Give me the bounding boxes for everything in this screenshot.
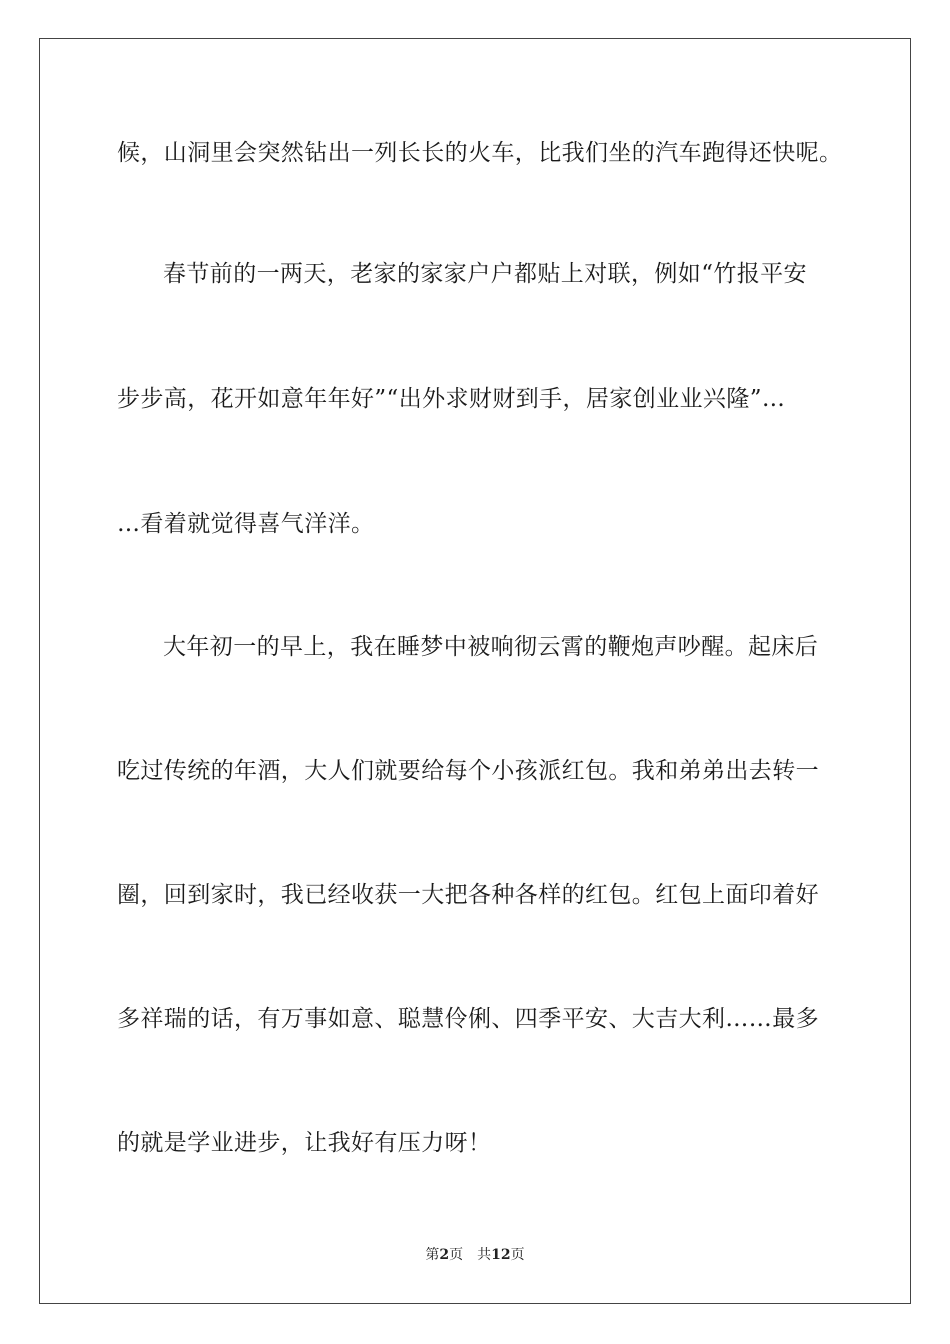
page-suffix: 页 bbox=[449, 1247, 464, 1263]
text-line: 多祥瑞的话，有万事如意、聪慧伶俐、四季平安、大吉大利……最多 bbox=[117, 1006, 819, 1032]
total-prefix: 共 bbox=[477, 1247, 492, 1263]
paragraph-first-line: 春节前的一两天，老家的家家户户都贴上对联，例如“竹报平安 bbox=[163, 261, 807, 287]
text-line: 候，山洞里会突然钻出一列长长的火车，比我们坐的汽车跑得还快呢。 bbox=[117, 140, 843, 166]
total-suffix: 页 bbox=[510, 1247, 525, 1263]
text-line: 步步高，花开如意年年好”“出外求财财到手，居家创业业兴隆”… bbox=[117, 386, 786, 412]
text-line: 吃过传统的年酒，大人们就要给每个小孩派红包。我和弟弟出去转一 bbox=[117, 758, 819, 784]
page-border bbox=[39, 38, 911, 1304]
page-footer bbox=[0, 1245, 950, 1265]
page-number: 2 bbox=[439, 1247, 450, 1263]
paragraph-first-line: 大年初一的早上，我在睡梦中被响彻云霄的鞭炮声吵醒。起床后 bbox=[163, 634, 819, 660]
total-pages: 12 bbox=[491, 1247, 511, 1263]
text-line: …看着就觉得喜气洋洋。 bbox=[117, 511, 375, 537]
text-line: 的就是学业进步，让我好有压力呀！ bbox=[117, 1130, 492, 1156]
page-prefix: 第 bbox=[425, 1247, 440, 1263]
text-line: 圈，回到家时，我已经收获一大把各种各样的红包。红包上面印着好 bbox=[117, 882, 819, 908]
